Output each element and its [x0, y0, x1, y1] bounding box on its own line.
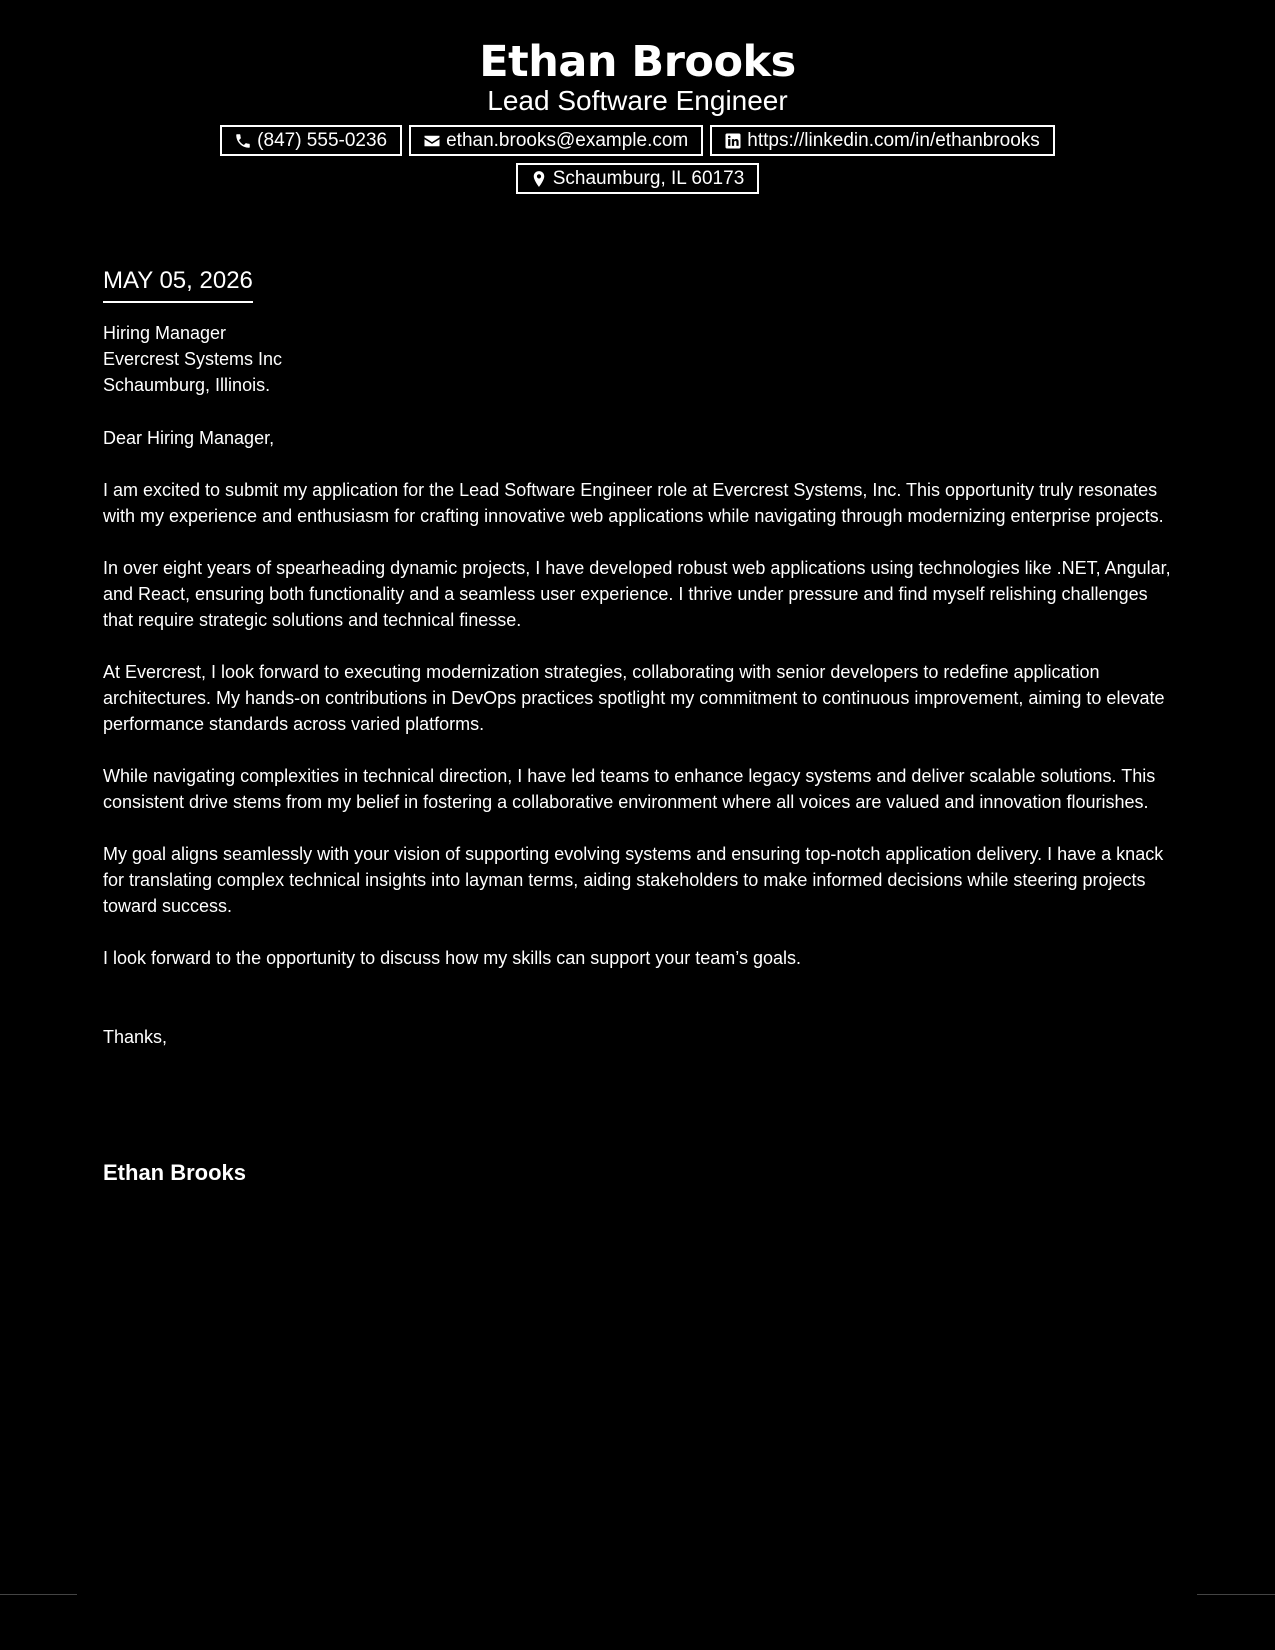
contact-list	[0, 125, 1275, 156]
body-paragraph: My goal aligns seamlessly with your vision of supporting evolving systems and ensuring top-notch application delivery. I have a knack for translating complex technical insights into layman terms, aiding stakeholders to make informed decisions while steering projects toward success.	[103, 844, 1164, 916]
letter-header	[0, 36, 1275, 194]
letter-date: MAY 05, 2026	[103, 266, 253, 303]
salutation: Dear Hiring Manager,	[103, 428, 275, 448]
letter-body	[103, 266, 1175, 1186]
recipient-line: Evercrest Systems Inc	[103, 349, 283, 369]
closing: Thanks,	[103, 1027, 168, 1047]
email-chip[interactable]	[409, 125, 703, 156]
linkedin-text: https://linkedin.com/in/ethanbrooks	[747, 130, 1040, 151]
email-text: ethan.brooks@example.com	[446, 130, 689, 151]
applicant-title: Lead Software Engineer	[487, 85, 788, 116]
body-paragraph: In over eight years of spearheading dynamic projects, I have developed robust web applications using technologies like .NET, Angular, and React, ensuring both functionality and a seamless user experience. I thrive under pressure and find myself relishing challenges that require strategic solutions and technical finesse.	[103, 558, 1171, 630]
applicant-name: Ethan Brooks	[479, 37, 796, 87]
map-marker-icon	[530, 170, 548, 188]
location-chip[interactable]	[516, 163, 760, 194]
linkedin-icon	[724, 132, 742, 150]
recipient-line: Hiring Manager	[103, 323, 227, 343]
recipient-block	[103, 320, 1175, 398]
phone-icon	[234, 132, 252, 150]
recipient-line: Schaumburg, Illinois.	[103, 375, 271, 395]
body-paragraph: While navigating complexities in technical direction, I have led teams to enhance legacy systems and deliver scalable solutions. This consistent drive stems from my belief in fostering a collaborative environment where all voices are valued and innovation flourishes.	[103, 766, 1156, 812]
phone-text: (847) 555-0236	[257, 130, 388, 151]
footer-divider-right	[1197, 1594, 1275, 1595]
body-paragraph: I look forward to the opportunity to discuss how my skills can support your team’s goals.	[103, 948, 801, 968]
body-paragraph: I am excited to submit my application for the Lead Software Engineer role at Evercrest Systems, Inc. This opportunity truly resonates with my experience and enthusiasm for crafting innovative web applications while navigating through modernizing enterprise projects.	[103, 480, 1164, 526]
envelope-icon	[423, 132, 441, 150]
linkedin-chip[interactable]	[710, 125, 1055, 156]
phone-chip[interactable]	[220, 125, 402, 156]
body-paragraph: At Evercrest, I look forward to executing modernization strategies, collaborating with senior developers to redefine application architectures. My hands-on contributions in DevOps practices spotlight my commitment to continuous improvement, aiming to elevate performance standards across varied platforms.	[103, 662, 1165, 734]
signature-name: Ethan Brooks	[103, 1160, 247, 1185]
location-text: Schaumburg, IL 60173	[552, 168, 745, 189]
footer-divider-left	[0, 1594, 77, 1595]
contact-list-row-2	[0, 163, 1275, 194]
